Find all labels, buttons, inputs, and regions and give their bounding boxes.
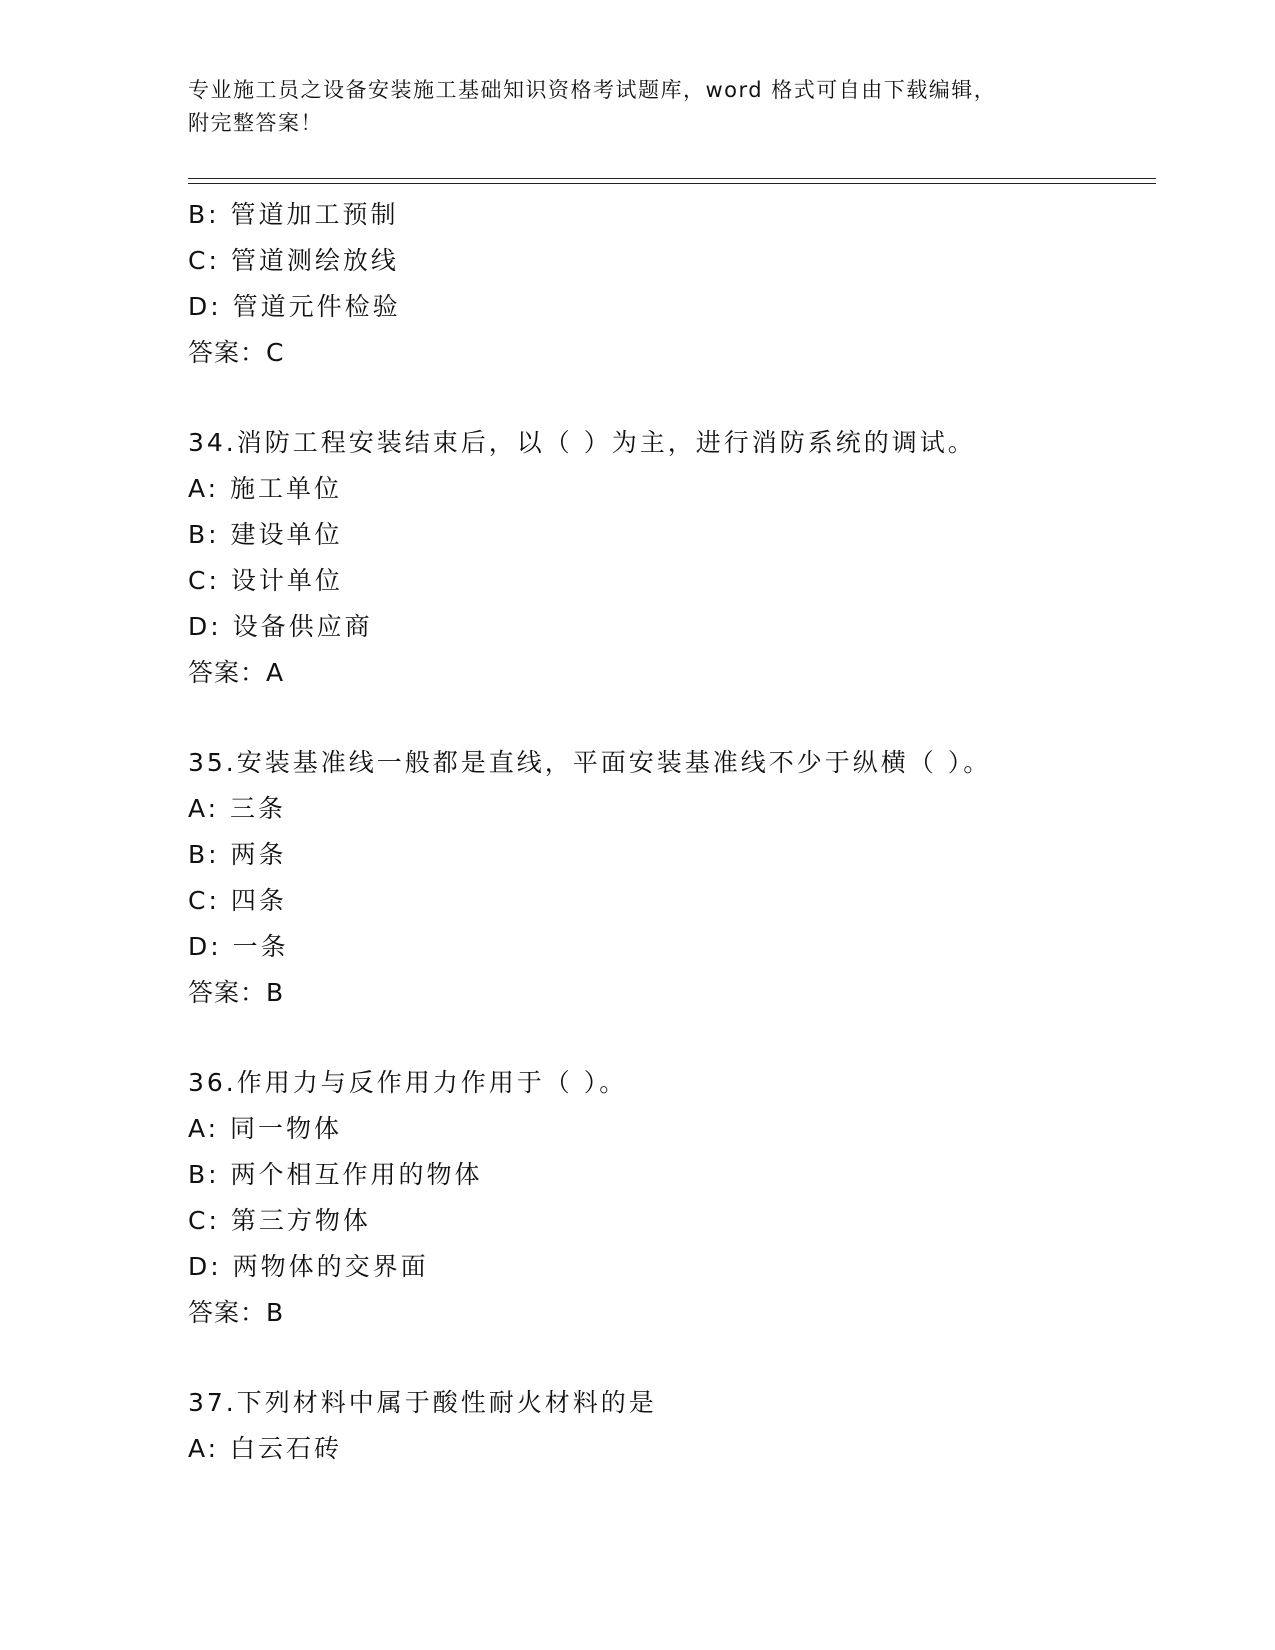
- question-35: [188, 740, 1156, 1016]
- option-a: A: 同一物体: [188, 1114, 343, 1143]
- option-a: A: 施工单位: [188, 474, 343, 503]
- option-c: C: 管道测绘放线: [188, 246, 399, 275]
- option-b: B: 建设单位: [188, 520, 343, 549]
- header-line-2: 附完整答案！: [188, 111, 323, 135]
- option-a: A: 白云石砖: [188, 1434, 343, 1463]
- option-d: D: 两物体的交界面: [188, 1252, 429, 1281]
- option-b: B: 两个相互作用的物体: [188, 1160, 483, 1189]
- option-c: C: 第三方物体: [188, 1206, 371, 1235]
- option-b: B: 管道加工预制: [188, 200, 399, 229]
- question-33-tail: [188, 192, 1156, 376]
- option-c: C: 四条: [188, 886, 287, 915]
- header-divider-bottom: [188, 183, 1156, 184]
- option-d: D: 管道元件检验: [188, 292, 401, 321]
- option-d: D: 设备供应商: [188, 612, 373, 641]
- answer: 答案：B: [188, 978, 285, 1007]
- question-36: [188, 1060, 1156, 1336]
- question-37: [188, 1380, 1156, 1472]
- option-a: A: 三条: [188, 794, 287, 823]
- document-header: [188, 74, 1068, 140]
- header-divider-top: [188, 178, 1156, 179]
- question-text: 35.安装基准线一般都是直线，平面安装基准线不少于纵横（ ）。: [188, 748, 992, 777]
- question-text: 34.消防工程安装结束后，以（ ）为主，进行消防系统的调试。: [188, 428, 976, 457]
- answer: 答案：A: [188, 658, 285, 687]
- question-text: 36.作用力与反作用力作用于（ ）。: [188, 1068, 628, 1097]
- question-34: [188, 420, 1156, 696]
- question-text: 37.下列材料中属于酸性耐火材料的是: [188, 1388, 657, 1417]
- option-b: B: 两条: [188, 840, 287, 869]
- question-list: [188, 192, 1156, 1472]
- option-d: D: 一条: [188, 932, 289, 961]
- header-line-1: 专业施工员之设备安装施工基础知识资格考试题库，word 格式可自由下载编辑，: [188, 78, 997, 102]
- option-c: C: 设计单位: [188, 566, 343, 595]
- answer: 答案：C: [188, 338, 285, 367]
- answer: 答案：B: [188, 1298, 285, 1327]
